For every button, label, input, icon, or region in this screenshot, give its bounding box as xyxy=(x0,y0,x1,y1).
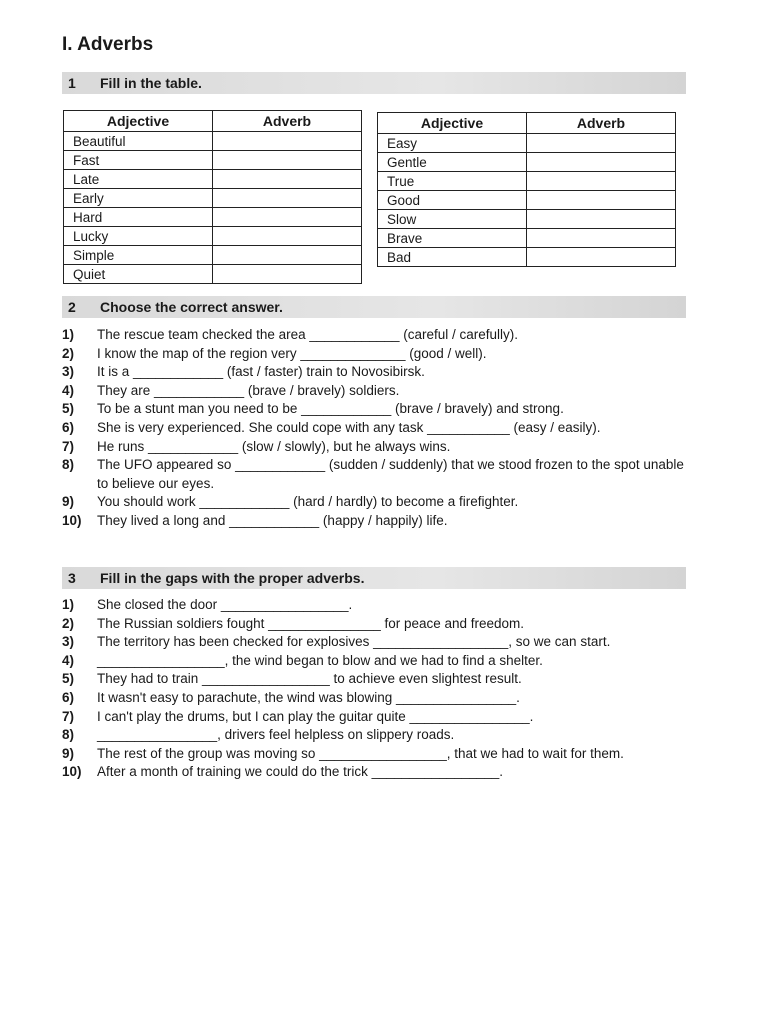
exercise-item xyxy=(62,708,692,727)
item-number: 6) xyxy=(62,689,75,705)
item-number: 3) xyxy=(62,634,75,650)
item-number: 5) xyxy=(62,671,75,687)
item-text: It is a ____________ (fast / faster) train to Novosibirsk. xyxy=(97,364,425,380)
section-2-list xyxy=(62,326,692,531)
section-2-number: 2 xyxy=(68,299,76,315)
adverb-answer-cell[interactable] xyxy=(213,170,362,189)
adjective-cell: Easy xyxy=(378,134,527,153)
table-row xyxy=(378,134,676,153)
adjective-table-left xyxy=(63,110,362,284)
exercise-item xyxy=(62,763,692,782)
exercise-item xyxy=(62,345,692,364)
item-number: 10) xyxy=(62,512,82,528)
adjective-cell: Fast xyxy=(64,151,213,170)
exercise-item xyxy=(62,596,692,615)
table-row xyxy=(64,208,362,227)
section-1-heading: Fill in the table. xyxy=(100,75,202,91)
item-text: She is very experienced. She could cope with any task ___________ (easy / easily). xyxy=(97,419,601,435)
adverb-answer-cell[interactable] xyxy=(527,153,676,172)
table-row xyxy=(378,191,676,210)
column-header-adjective: Adjective xyxy=(378,113,527,134)
adverb-answer-cell[interactable] xyxy=(527,191,676,210)
column-header-adverb: Adverb xyxy=(213,111,362,132)
adverb-answer-cell[interactable] xyxy=(213,151,362,170)
section-1-header xyxy=(62,72,686,94)
exercise-item xyxy=(62,689,692,708)
exercise-item xyxy=(62,670,692,689)
item-text: They are ____________ (brave / bravely) soldiers. xyxy=(97,382,400,398)
table-row xyxy=(64,265,362,284)
table-row xyxy=(378,210,676,229)
item-number: 2) xyxy=(62,615,75,631)
item-text: He runs ____________ (slow / slowly), but he always wins. xyxy=(97,438,451,454)
section-2-heading: Choose the correct answer. xyxy=(100,299,283,315)
item-text: To be a stunt man you need to be ____________ (brave / bravely) and strong. xyxy=(97,401,564,417)
exercise-item xyxy=(62,633,692,652)
item-number: 5) xyxy=(62,401,75,417)
exercise-item xyxy=(62,382,692,401)
exercise-item xyxy=(62,726,692,745)
adverb-answer-cell[interactable] xyxy=(527,248,676,267)
item-text: The rescue team checked the area ____________ (careful / carefully). xyxy=(97,327,518,342)
item-text: She closed the door _________________. xyxy=(97,597,353,612)
item-number: 6) xyxy=(62,419,75,435)
adverb-answer-cell[interactable] xyxy=(527,134,676,153)
exercise-item xyxy=(62,512,692,531)
item-number: 3) xyxy=(62,364,75,380)
adverb-answer-cell[interactable] xyxy=(527,229,676,248)
section-3-heading: Fill in the gaps with the proper adverbs. xyxy=(100,570,365,586)
item-number: 8) xyxy=(62,457,75,473)
table-row xyxy=(64,170,362,189)
column-header-adjective: Adjective xyxy=(64,111,213,132)
adjective-cell: Gentle xyxy=(378,153,527,172)
adjective-cell: Simple xyxy=(64,246,213,265)
item-text: They lived a long and ____________ (happy / happily) life. xyxy=(97,512,448,528)
exercise-item xyxy=(62,419,692,438)
exercise-item xyxy=(62,493,692,512)
table-row xyxy=(378,172,676,191)
exercise-item xyxy=(62,745,692,764)
item-number: 10) xyxy=(62,764,82,780)
item-text: I know the map of the region very ______________ (good / well). xyxy=(97,345,487,361)
section-3-number: 3 xyxy=(68,570,76,586)
item-number: 9) xyxy=(62,494,75,510)
adjective-cell: Bad xyxy=(378,248,527,267)
item-text: After a month of training we could do the trick _________________. xyxy=(97,764,504,780)
item-number: 7) xyxy=(62,708,75,724)
section-3-header xyxy=(62,567,686,589)
item-number: 9) xyxy=(62,745,75,761)
adjective-cell: Early xyxy=(64,189,213,208)
item-text: The rest of the group was moving so _________________, that we had to wait for them. xyxy=(97,745,624,761)
adjective-cell: Brave xyxy=(378,229,527,248)
adverb-answer-cell[interactable] xyxy=(213,265,362,284)
exercise-item xyxy=(62,438,692,457)
item-text: _________________, the wind began to blow and we had to find a shelter. xyxy=(97,652,543,668)
table-row xyxy=(64,227,362,246)
adjective-cell: True xyxy=(378,172,527,191)
adverb-answer-cell[interactable] xyxy=(527,210,676,229)
item-text: The UFO appeared so ____________ (sudden / suddenly) that we stood frozen to the spot unable to believe our eyes. xyxy=(97,457,684,491)
table-body xyxy=(64,132,362,284)
adjective-cell: Slow xyxy=(378,210,527,229)
adverb-answer-cell[interactable] xyxy=(213,208,362,227)
adjective-cell: Beautiful xyxy=(64,132,213,151)
exercise-item xyxy=(62,456,692,493)
adverb-answer-cell[interactable] xyxy=(213,227,362,246)
item-text: The territory has been checked for explosives __________________, so we can start. xyxy=(97,634,611,650)
item-text: It wasn't easy to parachute, the wind was blowing ________________. xyxy=(97,689,520,705)
item-number: 7) xyxy=(62,438,75,454)
item-text: They had to train _________________ to achieve even slightest result. xyxy=(97,671,522,687)
item-number: 8) xyxy=(62,727,75,743)
adverb-answer-cell[interactable] xyxy=(527,172,676,191)
adjective-cell: Quiet xyxy=(64,265,213,284)
adverb-answer-cell[interactable] xyxy=(213,189,362,208)
item-number: 1) xyxy=(62,327,75,342)
table-row xyxy=(378,248,676,267)
item-text: The Russian soldiers fought _______________ for peace and freedom. xyxy=(97,615,525,631)
adjective-cell: Lucky xyxy=(64,227,213,246)
table-row xyxy=(378,229,676,248)
page-title: I. Adverbs xyxy=(62,34,154,55)
table-row xyxy=(378,153,676,172)
column-header-adverb: Adverb xyxy=(527,113,676,134)
adjective-cell: Late xyxy=(64,170,213,189)
item-number: 4) xyxy=(62,382,75,398)
adjective-table-right xyxy=(377,112,676,267)
adverb-answer-cell[interactable] xyxy=(213,246,362,265)
table-row xyxy=(64,246,362,265)
exercise-item xyxy=(62,652,692,671)
section-1-number: 1 xyxy=(68,75,76,91)
adjective-cell: Hard xyxy=(64,208,213,227)
table-row xyxy=(64,151,362,170)
item-text: I can't play the drums, but I can play the guitar quite ________________. xyxy=(97,708,534,724)
adverb-answer-cell[interactable] xyxy=(213,132,362,151)
item-text: You should work ____________ (hard / hardly) to become a firefighter. xyxy=(97,494,519,510)
table-body xyxy=(378,134,676,267)
exercise-item xyxy=(62,615,692,634)
item-number: 4) xyxy=(62,652,75,668)
exercise-item xyxy=(62,363,692,382)
item-text: ________________, drivers feel helpless on slippery roads. xyxy=(97,727,455,743)
item-number: 1) xyxy=(62,597,75,612)
exercise-item xyxy=(62,400,692,419)
table-row xyxy=(64,132,362,151)
exercise-item xyxy=(62,326,692,345)
adjective-cell: Good xyxy=(378,191,527,210)
table-row xyxy=(64,189,362,208)
item-number: 2) xyxy=(62,345,75,361)
section-3-list xyxy=(62,596,692,782)
section-2-header xyxy=(62,296,686,318)
